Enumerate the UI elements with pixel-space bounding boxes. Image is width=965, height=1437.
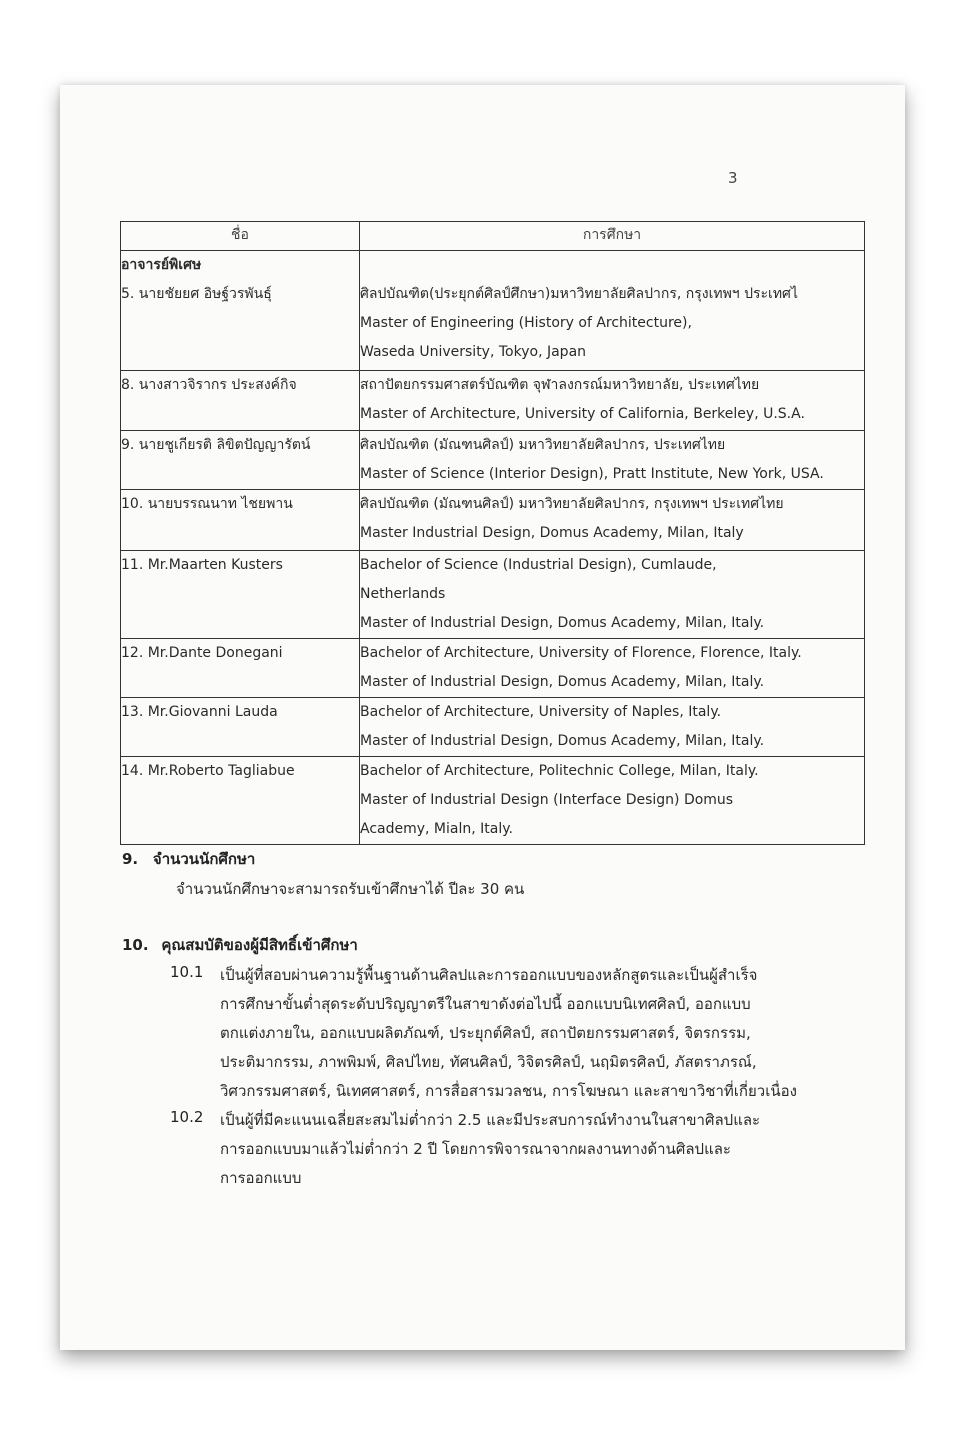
education-line: Master Industrial Design, Domus Academy, Milan, Italy (360, 525, 744, 541)
table-row (121, 551, 865, 639)
education-line: Master of Industrial Design, Domus Academy, Milan, Italy. (360, 674, 765, 690)
name-cell (121, 757, 360, 845)
education-cell (360, 490, 865, 551)
education-line: Master of Industrial Design, Domus Academy, Milan, Italy. (360, 615, 765, 631)
requirement-item-num: 10.2 (170, 1108, 204, 1126)
name-cell (121, 371, 360, 431)
requirement-line: การศึกษาขั้นต่ำสุดระดับปริญญาตรีในสาขาดังต่อไปนี้ ออกแบบนิเทศศิลป์, ออกแบบ (220, 995, 751, 1013)
education-cell (360, 757, 865, 845)
section-9-heading (122, 847, 255, 871)
name-cell (121, 698, 360, 757)
table-row (121, 371, 865, 431)
education-line: ศิลปบัณฑิต (มัณฑนศิลป์) มหาวิทยาลัยศิลปากร, ประเทศไทย (360, 437, 726, 453)
section-title: จำนวนนักศึกษา (152, 850, 256, 868)
person-name: 10. นายบรรณนาท ไชยพาน (121, 496, 293, 512)
name-cell (121, 490, 360, 551)
person-name: 11. Mr.Maarten Kusters (121, 557, 283, 573)
person-name: 14. Mr.Roberto Tagliabue (121, 763, 295, 779)
special-lecturer-label: อาจารย์พิเศษ (121, 257, 202, 273)
header-name: ชื่อ (121, 222, 360, 251)
table-row (121, 698, 865, 757)
requirement-line: การออกแบบ (220, 1169, 302, 1187)
education-cell (360, 698, 865, 757)
education-line: Academy, Mialn, Italy. (360, 821, 513, 837)
education-line: Bachelor of Architecture, University of Florence, Florence, Italy. (360, 645, 802, 661)
section-number: 9. (122, 850, 139, 868)
header-education: การศึกษา (360, 222, 865, 251)
education-cell (360, 551, 865, 639)
education-cell (360, 639, 865, 698)
section-title: คุณสมบัติของผู้มีสิทธิ์เข้าศึกษา (161, 936, 358, 954)
requirement-line: ประติมากรรม, ภาพพิมพ์, ศิลปไทย, ทัศนศิลป์, วิจิตรศิลป์, นฤมิตรศิลป์, ภัสตราภรณ์, (220, 1053, 757, 1071)
faculty-education-table (120, 221, 865, 845)
table-row (121, 431, 865, 490)
table-row (121, 490, 865, 551)
table-row (121, 251, 865, 371)
table-header-row (121, 222, 865, 251)
education-line: Master of Engineering (History of Architecture), (360, 315, 692, 331)
education-line: Waseda University, Tokyo, Japan (360, 344, 587, 360)
education-line: Master of Industrial Design (Interface Design) Domus (360, 792, 734, 808)
table-row (121, 639, 865, 698)
name-cell (121, 551, 360, 639)
requirement-line: ตกแต่งภายใน, ออกแบบผลิตภัณฑ์, ประยุกต์ศิลป์, สถาปัตยกรรมศาสตร์, จิตรกรรม, (220, 1024, 751, 1042)
person-name: 13. Mr.Giovanni Lauda (121, 704, 278, 720)
name-cell (121, 431, 360, 490)
requirement-line: การออกแบบมาแล้วไม่ต่ำกว่า 2 ปี โดยการพิจารณาจากผลงานทางด้านศิลปและ (220, 1140, 731, 1158)
education-line: ศิลปบัณฑิต (มัณฑนศิลป์) มหาวิทยาลัยศิลปากร, กรุงเทพฯ ประเทศไทย (360, 496, 784, 512)
education-line: ศิลปบัณฑิต(ประยุกต์ศิลป์ศึกษา)มหาวิทยาลัยศิลปากร, กรุงเทพฯ ประเทศไ (360, 286, 798, 302)
education-line: Master of Industrial Design, Domus Academy, Milan, Italy. (360, 733, 765, 749)
education-cell (360, 251, 865, 371)
section-9-text: จำนวนนักศึกษาจะสามารถรับเข้าศึกษาได้ ปีละ 30 คน (176, 880, 525, 898)
education-line: Bachelor of Architecture, Politechnic College, Milan, Italy. (360, 763, 759, 779)
person-name: 12. Mr.Dante Donegani (121, 645, 283, 661)
education-line: Master of Science (Interior Design), Pratt Institute, New York, USA. (360, 466, 824, 482)
name-cell (121, 639, 360, 698)
section-10-heading (122, 933, 358, 957)
education-line: Netherlands (360, 586, 446, 602)
requirement-item-num: 10.1 (170, 963, 204, 981)
requirement-line: วิศวกรรมศาสตร์, นิเทศศาสตร์, การสื่อสารมวลชน, การโฆษณา และสาขาวิชาที่เกี่ยวเนื่อง (220, 1082, 797, 1100)
page-number: 3 (728, 169, 738, 187)
education-line: Bachelor of Architecture, University of Naples, Italy. (360, 704, 722, 720)
requirement-line: เป็นผู้ที่สอบผ่านความรู้พื้นฐานด้านศิลปและการออกแบบของหลักสูตรและเป็นผู้สำเร็จ (220, 966, 758, 984)
section-number: 10. (122, 936, 149, 954)
education-line: สถาปัตยกรรมศาสตร์บัณฑิต จุฬาลงกรณ์มหาวิทยาลัย, ประเทศไทย (360, 377, 760, 393)
education-line: Bachelor of Science (Industrial Design), Cumlaude, (360, 557, 717, 573)
requirement-line: เป็นผู้ที่มีคะแนนเฉลี่ยสะสมไม่ต่ำกว่า 2.5 และมีประสบการณ์ทำงานในสาขาศิลปและ (220, 1111, 761, 1129)
name-cell (121, 251, 360, 371)
document-page (60, 85, 905, 1350)
person-name: 9. นายชูเกียรติ ลิขิตปัญญารัตน์ (121, 437, 311, 453)
person-name: 5. นายชัยยศ อิษฐ์วรพันธุ์ (121, 286, 272, 302)
education-line: Master of Architecture, University of California, Berkeley, U.S.A. (360, 406, 805, 422)
education-cell (360, 371, 865, 431)
person-name: 8. นางสาวจิรากร ประสงค์กิจ (121, 377, 297, 393)
education-cell (360, 431, 865, 490)
table-row (121, 757, 865, 845)
